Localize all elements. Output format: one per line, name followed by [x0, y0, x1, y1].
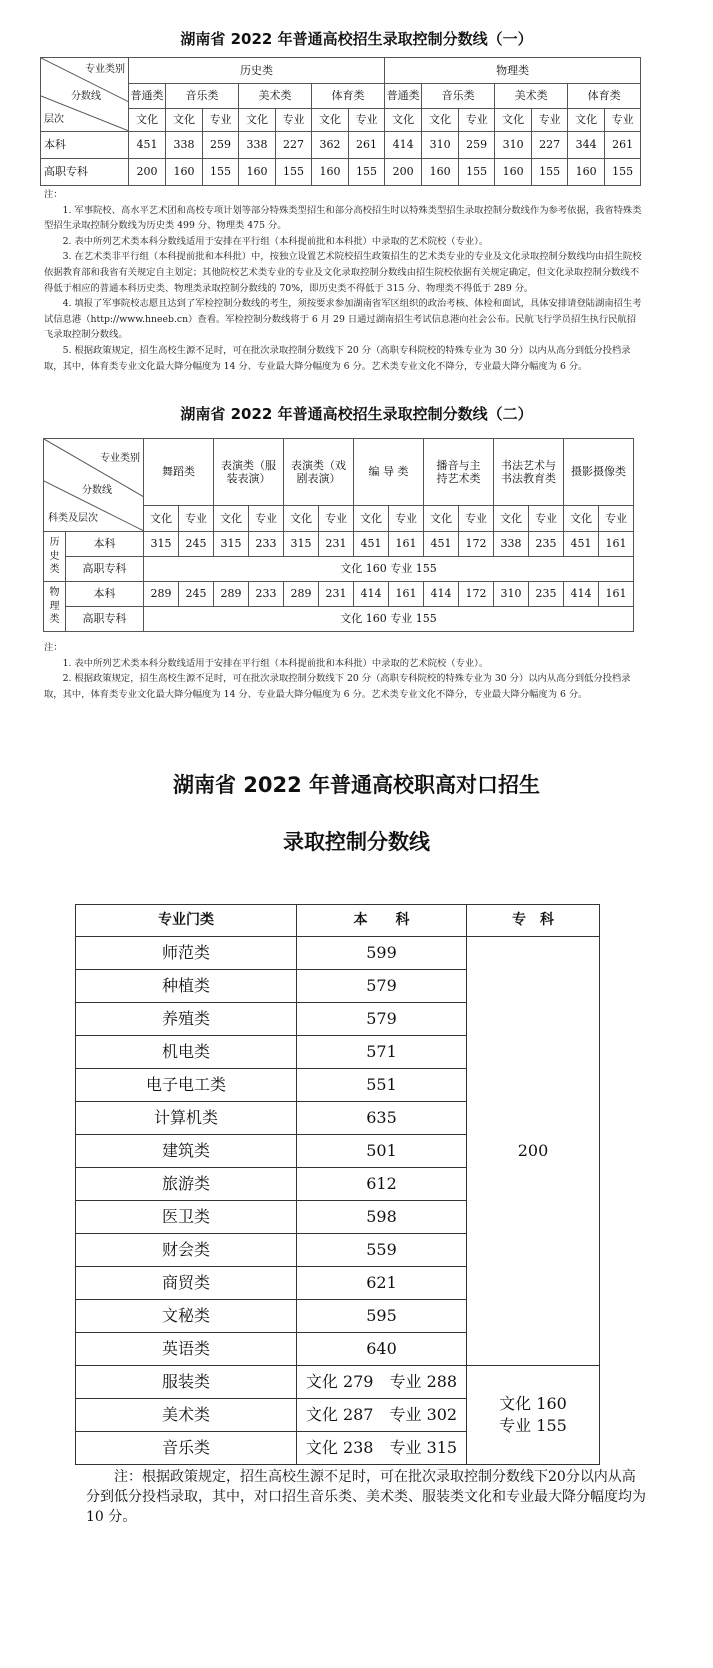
group-label: 物 理 类 — [44, 582, 66, 632]
header-zhuanke: 专 科 — [467, 905, 600, 937]
score-cell: 161 — [599, 532, 634, 557]
category-header: 舞蹈类 — [144, 439, 214, 506]
score-cell: 261 — [349, 132, 385, 159]
score-cell: 362 — [312, 132, 349, 159]
table3-note: 注：根据政策规定，招生高校生源不足时，可在批次录取控制分数线下20分以内从高分到低分投档录取，其中，对口招生音乐类、美术类、服装类文化和专业最大降分幅度均为 10 分。 — [86, 1469, 646, 1525]
sub-label-wenhua: 文化 — [144, 506, 179, 532]
benke-score: 598 — [297, 1201, 467, 1234]
sub-label-zhuanye: 专业 — [459, 108, 495, 131]
subcat-label: 普通类 — [129, 84, 166, 108]
group-physics: 物理类 — [385, 58, 641, 84]
row-label: 高职专科 — [66, 557, 144, 582]
subcat-label: 美术类 — [495, 84, 568, 108]
score-cell: 155 — [349, 159, 385, 186]
benke-score: 579 — [297, 970, 467, 1003]
benke-score: 612 — [297, 1168, 467, 1201]
table-row — [44, 557, 634, 582]
table1-title: 湖南省 2022 年普通高校招生录取控制分数线（一） — [180, 30, 533, 48]
sub-label-zhuanye: 专业 — [532, 108, 568, 131]
major-name: 服装类 — [76, 1366, 297, 1399]
zhuanke-art-zhuanye: 专业 155 — [499, 1416, 567, 1435]
score-cell: 160 — [495, 159, 532, 186]
benke-score: 621 — [297, 1267, 467, 1300]
score-cell: 338 — [494, 532, 529, 557]
sub-label-wenhua: 文化 — [564, 506, 599, 532]
table-row — [44, 607, 634, 632]
benke-score: 551 — [297, 1069, 467, 1102]
score-cell: 155 — [203, 159, 239, 186]
major-name: 美术类 — [76, 1399, 297, 1432]
sub-label-zhuanye: 专业 — [599, 506, 634, 532]
category-header: 摄影摄像类 — [564, 439, 634, 506]
major-name: 电子电工类 — [76, 1069, 297, 1102]
merged-value: 文化 160 专业 155 — [144, 607, 634, 632]
zhuanke-score-art — [467, 1366, 600, 1465]
score-cell: 155 — [605, 159, 641, 186]
sub-label-wenhua: 文化 — [284, 506, 319, 532]
table1-corner — [41, 58, 129, 132]
score-cell: 259 — [203, 132, 239, 159]
note-item: 3. 在艺术类非平行组（本科提前批和本科批）中，按独立设置艺术院校招生政策招生的艺术类专业的专业及文化录取控制分数线均由招生院校依据教育部和我省有关规定自主划定；其他院校艺术类专业的专业及文化录取控制分数线由招生院校依据有关规定确定，但文化录取控制分数线不得低于相应的普通本科历史类、物理类录取控制分数线的 70%，即历史类不得低于 315 分、物理类不得低于 289 分。 — [44, 251, 642, 294]
benke-score: 文化 238 专业 315 — [297, 1432, 467, 1465]
score-cell: 451 — [129, 132, 166, 159]
zhuanke-art-wenhua: 文化 160 — [499, 1394, 567, 1413]
score-cell: 200 — [385, 159, 422, 186]
sub-label-wenhua: 文化 — [129, 108, 166, 131]
note-item: 2. 表中所列艺术类本科分数线适用于安排在平行组（本科提前批和本科批）中录取的艺术院校（专业）。 — [62, 235, 489, 247]
score-cell: 160 — [568, 159, 605, 186]
sub-label-wenhua: 文化 — [495, 108, 532, 131]
row-label: 高职专科 — [41, 159, 129, 186]
table-row — [76, 937, 600, 970]
subcat-label: 音乐类 — [422, 84, 495, 108]
score-cell: 344 — [568, 132, 605, 159]
major-name: 音乐类 — [76, 1432, 297, 1465]
subcat-label: 体育类 — [568, 84, 641, 108]
table3 — [75, 904, 600, 1465]
benke-score: 559 — [297, 1234, 467, 1267]
table-row — [41, 159, 641, 186]
sub-label-wenhua: 文化 — [494, 506, 529, 532]
table2-title: 湖南省 2022 年普通高校招生录取控制分数线（二） — [180, 405, 533, 423]
score-cell: 289 — [144, 582, 179, 607]
sub-label-wenhua: 文化 — [424, 506, 459, 532]
score-cell: 310 — [422, 132, 459, 159]
score-cell: 227 — [276, 132, 312, 159]
notes-head: 注： — [44, 189, 63, 200]
corner-label-level: 科类及层次 — [48, 513, 98, 524]
score-cell: 160 — [239, 159, 276, 186]
sub-label-zhuanye: 专业 — [605, 108, 641, 131]
table3-title-line1: 湖南省 2022 年普通高校职高对口招生 — [172, 773, 541, 797]
table-row — [41, 132, 641, 159]
sub-label-wenhua: 文化 — [239, 108, 276, 131]
table-row — [44, 532, 634, 557]
benke-score: 599 — [297, 937, 467, 970]
score-cell: 315 — [284, 532, 319, 557]
score-cell: 233 — [249, 582, 284, 607]
score-cell: 414 — [385, 132, 422, 159]
notes-head: 注： — [44, 642, 63, 653]
score-cell: 259 — [459, 132, 495, 159]
note-item: 2. 根据政策规定，招生高校生源不足时，可在批次录取控制分数线下 20 分（高职专科院校的特殊专业为 30 分）以内从高分到低分投档录取，其中，体育类专业文化最大降分幅度为 14 分、专业最大降分幅度为 6 分。艺术类专业文化不降分，专业最大降分幅度为 6 分。 — [44, 673, 631, 700]
subcat-label: 体育类 — [312, 84, 385, 108]
sub-label-zhuanye: 专业 — [276, 108, 312, 131]
corner-label-category: 专业类别 — [85, 64, 125, 75]
score-cell: 451 — [564, 532, 599, 557]
score-cell: 227 — [532, 132, 568, 159]
benke-score: 635 — [297, 1102, 467, 1135]
score-cell: 161 — [389, 582, 424, 607]
table2-corner — [44, 439, 144, 532]
score-cell: 261 — [605, 132, 641, 159]
benke-score: 501 — [297, 1135, 467, 1168]
table1 — [40, 57, 641, 186]
major-name: 英语类 — [76, 1333, 297, 1366]
sub-label-wenhua: 文化 — [312, 108, 349, 131]
group-history: 历史类 — [129, 58, 385, 84]
row-label: 高职专科 — [66, 607, 144, 632]
score-cell: 315 — [144, 532, 179, 557]
note-item: 1. 表中所列艺术类本科分数线适用于安排在平行组（本科提前批和本科批）中录取的艺术院校（专业）。 — [62, 657, 489, 669]
score-cell: 172 — [459, 582, 494, 607]
table3-title-line2: 录取控制分数线 — [283, 830, 430, 854]
score-cell: 231 — [319, 582, 354, 607]
subcat-label: 普通类 — [385, 84, 422, 108]
major-name: 医卫类 — [76, 1201, 297, 1234]
sub-label-wenhua: 文化 — [214, 506, 249, 532]
score-cell: 235 — [529, 582, 564, 607]
sub-label-wenhua: 文化 — [166, 108, 203, 131]
category-header: 表演类（戏剧表演） — [284, 439, 354, 506]
note-item: 5. 根据政策规定，招生高校生源不足时，可在批次录取控制分数线下 20 分（高职专科院校的特殊专业为 30 分）以内从高分到低分投档录取，其中，体育类专业文化最大降分幅度为 14 分、专业最大降分幅度为 6 分。艺术类专业文化不降分，专业最大降分幅度为 6 分。 — [44, 344, 631, 372]
benke-score: 文化 279 专业 288 — [297, 1366, 467, 1399]
major-name: 建筑类 — [76, 1135, 297, 1168]
category-header: 编 导 类 — [354, 439, 424, 506]
score-cell: 172 — [459, 532, 494, 557]
score-cell: 160 — [166, 159, 203, 186]
sub-label-wenhua: 文化 — [385, 108, 422, 131]
score-cell: 160 — [312, 159, 349, 186]
score-cell: 245 — [179, 582, 214, 607]
score-cell: 155 — [276, 159, 312, 186]
score-cell: 414 — [354, 582, 389, 607]
row-label: 本科 — [66, 532, 144, 557]
corner-label-score: 分数线 — [71, 91, 101, 102]
score-cell: 451 — [424, 532, 459, 557]
score-cell: 310 — [494, 582, 529, 607]
merged-value: 文化 160 专业 155 — [144, 557, 634, 582]
major-name: 财会类 — [76, 1234, 297, 1267]
score-cell: 200 — [129, 159, 166, 186]
score-cell: 289 — [284, 582, 319, 607]
score-cell: 310 — [495, 132, 532, 159]
score-cell: 233 — [249, 532, 284, 557]
score-cell: 338 — [166, 132, 203, 159]
score-cell: 161 — [389, 532, 424, 557]
header-major: 专业门类 — [76, 905, 297, 937]
score-cell: 414 — [424, 582, 459, 607]
sub-label-zhuanye: 专业 — [389, 506, 424, 532]
sub-label-zhuanye: 专业 — [459, 506, 494, 532]
zhuanke-score-main: 200 — [467, 937, 600, 1366]
sub-label-zhuanye: 专业 — [203, 108, 239, 131]
sub-label-zhuanye: 专业 — [349, 108, 385, 131]
subcat-label: 美术类 — [239, 84, 312, 108]
major-name: 计算机类 — [76, 1102, 297, 1135]
table-row — [76, 1366, 600, 1399]
benke-score: 595 — [297, 1300, 467, 1333]
major-name: 旅游类 — [76, 1168, 297, 1201]
row-label: 本科 — [41, 132, 129, 159]
major-name: 文秘类 — [76, 1300, 297, 1333]
major-name: 种植类 — [76, 970, 297, 1003]
note-item: 1. 军事院校、高水平艺术团和高校专项计划等部分特殊类型招生和部分高校招生时以特殊类型招生录取控制分数线作为参考依据，我省特殊类型招生录取控制分数线为历史类 499 分、物理类 475 分。 — [44, 204, 642, 232]
corner-label-category: 专业类别 — [100, 453, 140, 464]
category-header: 播音与主持艺术类 — [424, 439, 494, 506]
score-cell: 231 — [319, 532, 354, 557]
score-cell: 245 — [179, 532, 214, 557]
header-benke: 本 科 — [297, 905, 467, 937]
benke-score: 571 — [297, 1036, 467, 1069]
sub-label-wenhua: 文化 — [422, 108, 459, 131]
score-cell: 289 — [214, 582, 249, 607]
corner-label-score: 分数线 — [82, 485, 112, 496]
table2 — [43, 438, 634, 632]
score-cell: 451 — [354, 532, 389, 557]
major-name: 机电类 — [76, 1036, 297, 1069]
major-name: 商贸类 — [76, 1267, 297, 1300]
major-name: 师范类 — [76, 937, 297, 970]
sub-label-zhuanye: 专业 — [319, 506, 354, 532]
benke-score: 640 — [297, 1333, 467, 1366]
category-header: 书法艺术与书法教育类 — [494, 439, 564, 506]
score-cell: 235 — [529, 532, 564, 557]
major-name: 养殖类 — [76, 1003, 297, 1036]
table2-notes — [44, 640, 640, 702]
sub-label-zhuanye: 专业 — [179, 506, 214, 532]
category-header: 表演类（服装表演） — [214, 439, 284, 506]
score-cell: 315 — [214, 532, 249, 557]
subcat-label: 音乐类 — [166, 84, 239, 108]
corner-label-level: 层次 — [44, 114, 64, 125]
benke-score: 579 — [297, 1003, 467, 1036]
note-item: 4. 填报了军事院校志愿且达到了军检控制分数线的考生，须按要求参加湖南省军区组织的政治考核、体检和面试，具体安排请登陆湖南招生考试信息港（http://www.hneeb.cn）查看。军检控制分数线将于 6 月 29 日通过湖南招生考试信息港向社会公布。民航飞行学员招生执行民航招飞录取控制分数线。 — [44, 298, 642, 341]
sub-label-wenhua: 文化 — [354, 506, 389, 532]
score-cell: 155 — [532, 159, 568, 186]
benke-score: 文化 287 专业 302 — [297, 1399, 467, 1432]
score-cell: 414 — [564, 582, 599, 607]
sub-label-wenhua: 文化 — [568, 108, 605, 131]
score-cell: 338 — [239, 132, 276, 159]
score-cell: 161 — [599, 582, 634, 607]
score-cell: 160 — [422, 159, 459, 186]
group-label: 历 史 类 — [44, 532, 66, 582]
table1-notes — [44, 187, 642, 374]
score-cell: 155 — [459, 159, 495, 186]
sub-label-zhuanye: 专业 — [529, 506, 564, 532]
sub-label-zhuanye: 专业 — [249, 506, 284, 532]
row-label: 本科 — [66, 582, 144, 607]
table1-subheader-row — [41, 108, 641, 131]
table-row — [44, 582, 634, 607]
